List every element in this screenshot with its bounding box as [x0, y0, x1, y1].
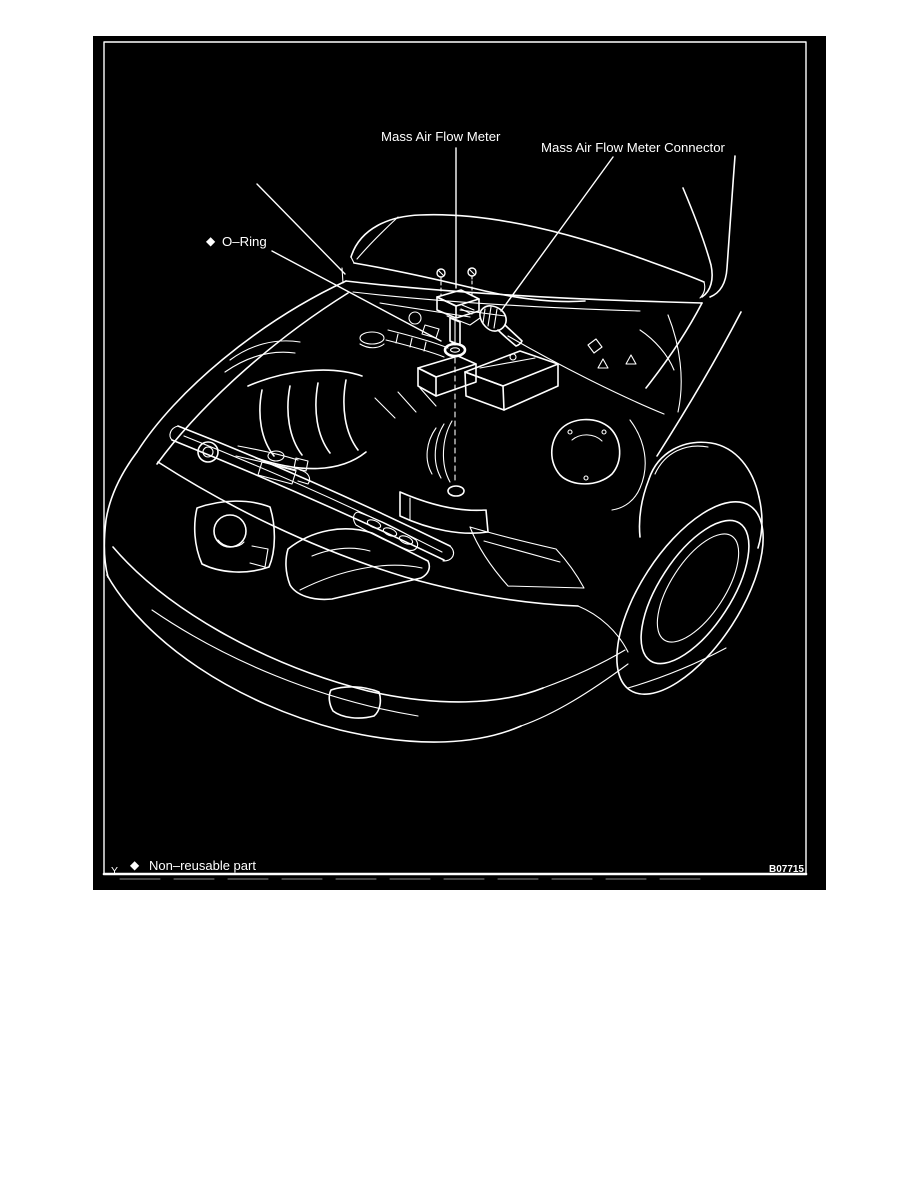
maf-label: Mass Air Flow Meter [381, 129, 501, 144]
battery [465, 351, 558, 410]
figure-code: B07715 [768, 864, 804, 875]
open-hood [351, 156, 735, 302]
maf-connector-label: Mass Air Flow Meter Connector [541, 140, 725, 155]
diamond-icon: ◆ [206, 234, 216, 248]
door-line [657, 312, 741, 456]
figure-labels [206, 129, 726, 249]
fuse-box [418, 356, 476, 396]
front-wheel [588, 312, 792, 717]
right-headlight [470, 527, 584, 588]
fog-lamp [195, 501, 275, 572]
intake-runners [260, 380, 358, 456]
radiator-support-bar [170, 426, 454, 561]
engine-bay-diagram [93, 36, 826, 890]
oil-cap [360, 332, 384, 344]
diamond-icon: ◆ [130, 858, 140, 872]
legend-text: Non–reusable part [149, 858, 256, 873]
right-bay-edge [508, 303, 702, 414]
maf-mounting-hole [448, 486, 464, 496]
left-fender [104, 281, 348, 577]
strut-tower [552, 420, 645, 510]
spark-wires [375, 388, 436, 418]
diagonal-line [257, 184, 345, 274]
air-cleaner [400, 421, 488, 533]
fender-arch [649, 442, 759, 497]
mounting-screw-left [437, 269, 445, 296]
front-bumper [107, 462, 628, 742]
o-ring-part [445, 344, 465, 356]
engine-components [198, 312, 645, 533]
headlight [286, 529, 429, 599]
ribbed-intake-hose [427, 421, 452, 482]
mass-air-flow-meter-part [437, 290, 480, 345]
cowl [342, 268, 702, 317]
o-ring-label: O–Ring [222, 234, 267, 249]
tire-inner [620, 504, 770, 681]
connector-leader-line [501, 157, 613, 311]
corner-letter: Y [111, 865, 119, 877]
service-manual-figure [93, 36, 826, 890]
